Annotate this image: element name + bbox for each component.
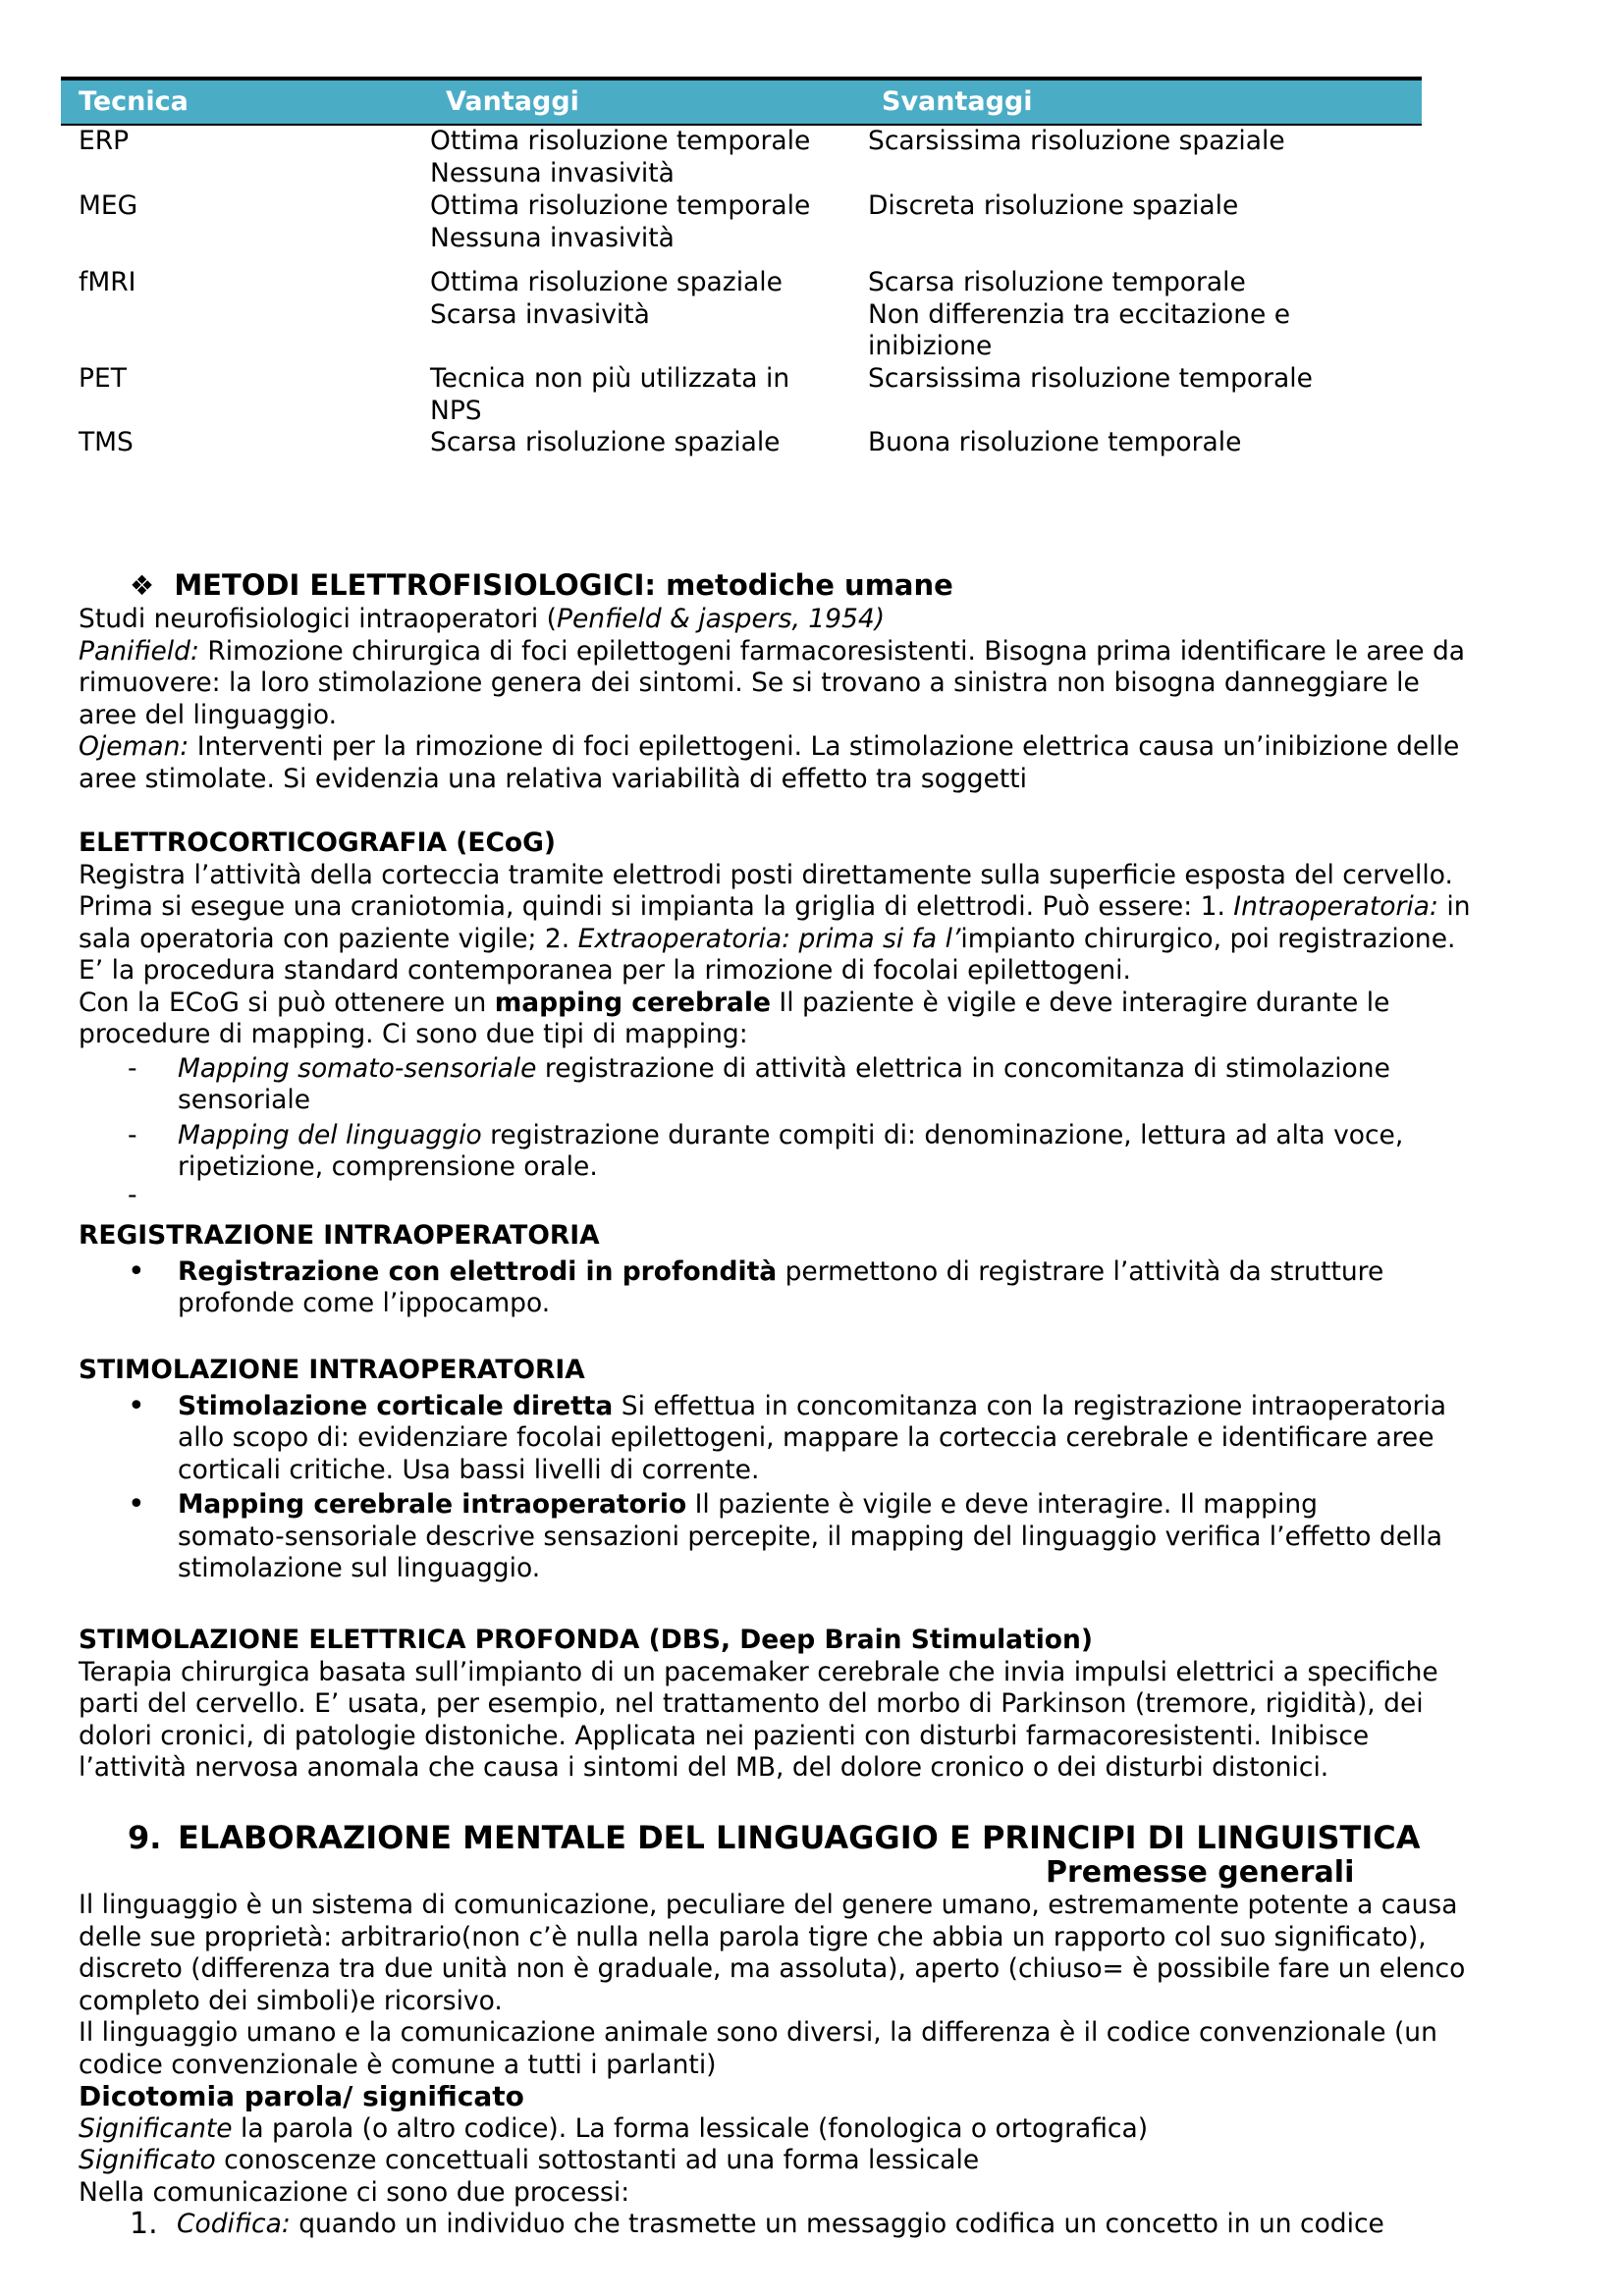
para-line: Il linguaggio umano e la comunicazione animale sono diversi, la differenza è il codice convenzionale (un (79, 2017, 1437, 2048)
dbs-line-1: Terapia chirurgica basata sull’impianto di un pacemaker cerebrale che invia impulsi elettrici a specifiche (79, 1656, 1438, 1687)
ecog-text: impianto chirurgico, poi registrazione. (960, 923, 1456, 954)
metodi-section (79, 567, 1551, 795)
cell-cons (864, 363, 1422, 427)
bullet-icon: • (128, 1254, 145, 1289)
reg-intra-section (79, 1220, 1551, 1320)
table-row (61, 363, 1422, 427)
stim-intra-heading: STIMOLAZIONE INTRAOPERATORIA (79, 1355, 585, 1385)
ecog-line-3 (79, 924, 1551, 956)
term-italic: Significato (79, 2145, 216, 2175)
studi-line (79, 604, 1551, 636)
chapter-title: ELABORAZIONE MENTALE DEL LINGUAGGIO E PRINCIPI DI LINGUISTICA (178, 1819, 1421, 1856)
para-line: Il linguaggio è un sistema di comunicazione, peculiare del genere umano, estremamente potente a causa (79, 1890, 1458, 1920)
cell-tech: PET (79, 363, 127, 394)
item-bold: Registrazione con elettrodi in profondità (178, 1255, 778, 1287)
cell-cons (864, 427, 1422, 460)
cell-cons (864, 267, 1422, 363)
item-line: profonde come l’ippocampo. (178, 1288, 551, 1318)
cell-tech: TMS (79, 427, 134, 457)
dash-icon: - (128, 1179, 137, 1210)
pros-line: Tecnica non più utilizzata in (430, 363, 790, 394)
item-text: permettono di registrare l’attività da strutture (777, 1255, 1384, 1287)
ecog-line-1: Registra l’attività della corteccia tramite elettrodi posti direttamente sulla superficie esposta del cervello. (79, 859, 1453, 890)
list-item (79, 1179, 1551, 1210)
cons-line: Non differenzia tra eccitazione e (868, 298, 1291, 330)
table-row (61, 267, 1422, 363)
term-text: conoscenze concettuali sottostanti ad una forma lessicale (215, 2145, 980, 2175)
bullet-icon: • (128, 1388, 145, 1423)
item-italic: Mapping del linguaggio (178, 1119, 482, 1150)
bullet-icon: • (128, 1487, 145, 1522)
cell-cons (864, 126, 1422, 190)
para-line: discreto (differenza tra due unità non è graduale, ma assoluta), aperto (chiuso= è possibile fare un elenco (79, 1953, 1466, 1984)
cell-cons (864, 190, 1422, 267)
penfield-line-2: rimuovere: la loro stimolazione genera dei sintomi. Se si trovano a sinistra non bisogna danneggiare le (79, 667, 1420, 698)
ecog-line-4: E’ la procedura standard contemporanea per la rimozione di focolai epilettogeni. (79, 955, 1131, 986)
list-item (79, 1053, 1551, 1117)
ecog-line-5 (79, 988, 1551, 1020)
pros-line: NPS (430, 395, 482, 426)
item-italic: Mapping somato-sensoriale (178, 1052, 537, 1084)
header-svantaggi: Svantaggi (882, 85, 1033, 117)
item-line (178, 1489, 1551, 1522)
cell-tech: fMRI (79, 267, 136, 297)
stim-intra-section (79, 1355, 1551, 1585)
table-header-row (61, 80, 1422, 124)
ecog-text: Prima si esegue una craniotomia, quindi si impianta la griglia di elettrodi. Può essere: 1. (79, 891, 1234, 922)
item-line (178, 1256, 1551, 1289)
dbs-line-2: parti del cervello. E’ usata, per esempio, nel trattamento del morbo di Parkinson (tremore, rigidità), dei (79, 1688, 1424, 1719)
item-line: ripetizione, comprensione orale. (178, 1151, 598, 1182)
pros-line: Ottima risoluzione temporale (430, 190, 811, 221)
list-item (79, 1120, 1551, 1184)
ecog-text: sala operatoria con paziente vigile; 2. (79, 923, 578, 954)
item-line: corticali critiche. Usa bassi livelli di corrente. (178, 1454, 760, 1485)
item-italic: Codifica: (177, 2209, 291, 2239)
item-text: quando un individuo che trasmette un messaggio codifica un concetto in un codice (290, 2209, 1384, 2239)
ecog-italic: Intraoperatoria: (1233, 891, 1438, 922)
item-bold: Mapping cerebrale intraoperatorio (178, 1489, 687, 1520)
pros-line: Nessuna invasività (430, 222, 675, 253)
cons-line: Buona risoluzione temporale (868, 427, 1242, 457)
table-row (61, 427, 1422, 460)
item-line: sensoriale (178, 1085, 311, 1115)
chapter-section (79, 1819, 1551, 2241)
cons-line: Scarsissima risoluzione temporale (868, 363, 1313, 394)
ecog-text: Con la ECoG si può ottenere un (79, 987, 495, 1018)
significante-line (79, 2113, 1551, 2146)
table-row (61, 126, 1422, 190)
cons-line: Scarsa risoluzione temporale (868, 267, 1246, 297)
para-line: codice convenzionale è comune a tutti i parlanti) (79, 2049, 717, 2080)
ojeman-line-1 (79, 731, 1551, 764)
header-tecnica: Tecnica (79, 85, 189, 117)
item-line (178, 1053, 1551, 1086)
dash-icon: - (128, 1119, 137, 1150)
cell-tech: ERP (79, 126, 130, 156)
cell-tech: MEG (79, 190, 138, 221)
ecog-italic: Extraoperatoria: prima si fa l’ (577, 923, 961, 954)
header-vantaggi: Vantaggi (446, 85, 579, 117)
cell-pros (428, 267, 864, 363)
dash-icon: - (128, 1052, 137, 1084)
pros-line: Nessuna invasività (430, 157, 675, 188)
dbs-heading: STIMOLAZIONE ELETTRICA PROFONDA (DBS, Deep Brain Stimulation) (79, 1625, 1093, 1655)
ecog-text: in (1437, 891, 1471, 922)
penfield-line-3: aree del linguaggio. (79, 699, 338, 730)
penfield-line-1 (79, 636, 1551, 668)
chapter-number: 9. (128, 1819, 162, 1856)
item-line: allo scopo di: evidenziare focolai epilettogeni, mappare la corteccia cerebrale e identificare aree (178, 1422, 1434, 1453)
dbs-line-4: l’attività nervosa anomala che causa i sintomi del MB, del dolore cronico o dei disturbi distonici. (79, 1752, 1329, 1783)
item-text: Si effettua in concomitanza con la registrazione intraoperatoria (613, 1390, 1447, 1421)
chapter-subtitle: Premesse generali (1046, 1855, 1355, 1890)
diamond-bullet-icon: ❖ (130, 569, 155, 602)
dbs-line-3: dolori cronici, di patologie distoniche. Applicata nei pazienti con disturbi farmacoresistenti. Inibisce (79, 1720, 1370, 1751)
metodi-title: METODI ELETTROFISIOLOGICI: metodiche umane (174, 568, 953, 602)
item-text: registrazione di attività elettrica in concomitanza di stimolazione (536, 1052, 1390, 1084)
techniques-table (61, 77, 1422, 460)
item-line: somato-sensoriale descrive sensazioni percepite, il mapping del linguaggio verifica l’effetto della (178, 1521, 1442, 1552)
ojeman-text: Interventi per la rimozione di foci epilettogeni. La stimolazione elettrica causa un’inibizione delle (189, 731, 1460, 762)
item-bold: Stimolazione corticale diretta (178, 1390, 614, 1421)
item-line: stimolazione sul linguaggio. (178, 1553, 541, 1583)
cell-pros (428, 190, 864, 267)
cons-line: Scarsissima risoluzione spaziale (868, 126, 1285, 156)
significato-line (79, 2145, 1551, 2177)
reg-intra-heading: REGISTRAZIONE INTRAOPERATORIA (79, 1220, 600, 1251)
dicotomia-heading: Dicotomia parola/ significato (79, 2080, 524, 2112)
pros-line: Scarsa risoluzione spaziale (430, 427, 781, 457)
processi-line: Nella comunicazione ci sono due processi: (79, 2176, 630, 2208)
studi-ref: Penfield & jaspers, 1954) (557, 604, 886, 634)
ecog-heading: ELETTROCORTICOGRAFIA (ECoG) (79, 828, 556, 858)
ecog-line-6: procedure di mapping. Ci sono due tipi di mapping: (79, 1019, 748, 1049)
para-line: delle sue proprietà: arbitrario(non c’è nulla nella parola tigre che abbia un rapporto col suo significato), (79, 1921, 1427, 1952)
studi-text: Studi neurofisiologici intraoperatori ( (79, 604, 558, 634)
ecog-section (79, 828, 1551, 1210)
pros-line: Scarsa invasività (430, 298, 650, 330)
ecog-line-2 (79, 891, 1551, 924)
term-text: la parola (o altro codice). La forma lessicale (fonologica o ortografica) (232, 2112, 1149, 2144)
cell-pros (428, 126, 864, 190)
pros-line: Ottima risoluzione temporale (430, 126, 811, 156)
item-text: registrazione durante compiti di: denominazione, lettura ad alta voce, (481, 1119, 1404, 1150)
list-item (79, 1388, 1551, 1487)
list-item (79, 1489, 1551, 1585)
term-italic: Significante (79, 2112, 233, 2144)
penfield-name: Panifield: (79, 635, 199, 667)
para-line: completo dei simboli)e ricorsivo. (79, 1985, 503, 2016)
metodi-heading (79, 567, 1551, 604)
ecog-text: Il paziente è vigile e deve interagire durante le (770, 987, 1390, 1018)
chapter-heading (79, 1819, 1551, 1856)
ojeman-name: Ojeman: (79, 731, 189, 762)
table-row (61, 190, 1422, 267)
cell-pros (428, 363, 864, 427)
item-text: Il paziente è vigile e deve interagire. Il mapping (686, 1489, 1318, 1520)
item-line (178, 1391, 1551, 1423)
cons-line: inibizione (868, 331, 993, 361)
list-item (79, 2209, 1551, 2241)
ojeman-line-2: aree stimolate. Si evidenzia una relativa variabilità di effetto tra soggetti (79, 763, 1028, 794)
list-number: 1. (130, 2207, 158, 2241)
list-item (79, 1256, 1551, 1320)
cell-pros (428, 427, 864, 460)
dbs-section (79, 1625, 1551, 1785)
pros-line: Ottima risoluzione spaziale (430, 267, 783, 297)
cons-line: Discreta risoluzione spaziale (868, 190, 1239, 221)
item-line (178, 1120, 1551, 1152)
ecog-bold: mapping cerebrale (494, 987, 771, 1018)
penfield-text: Rimozione chirurgica di foci epilettogeni farmacoresistenti. Bisogna prima identificare le aree da (198, 635, 1466, 667)
